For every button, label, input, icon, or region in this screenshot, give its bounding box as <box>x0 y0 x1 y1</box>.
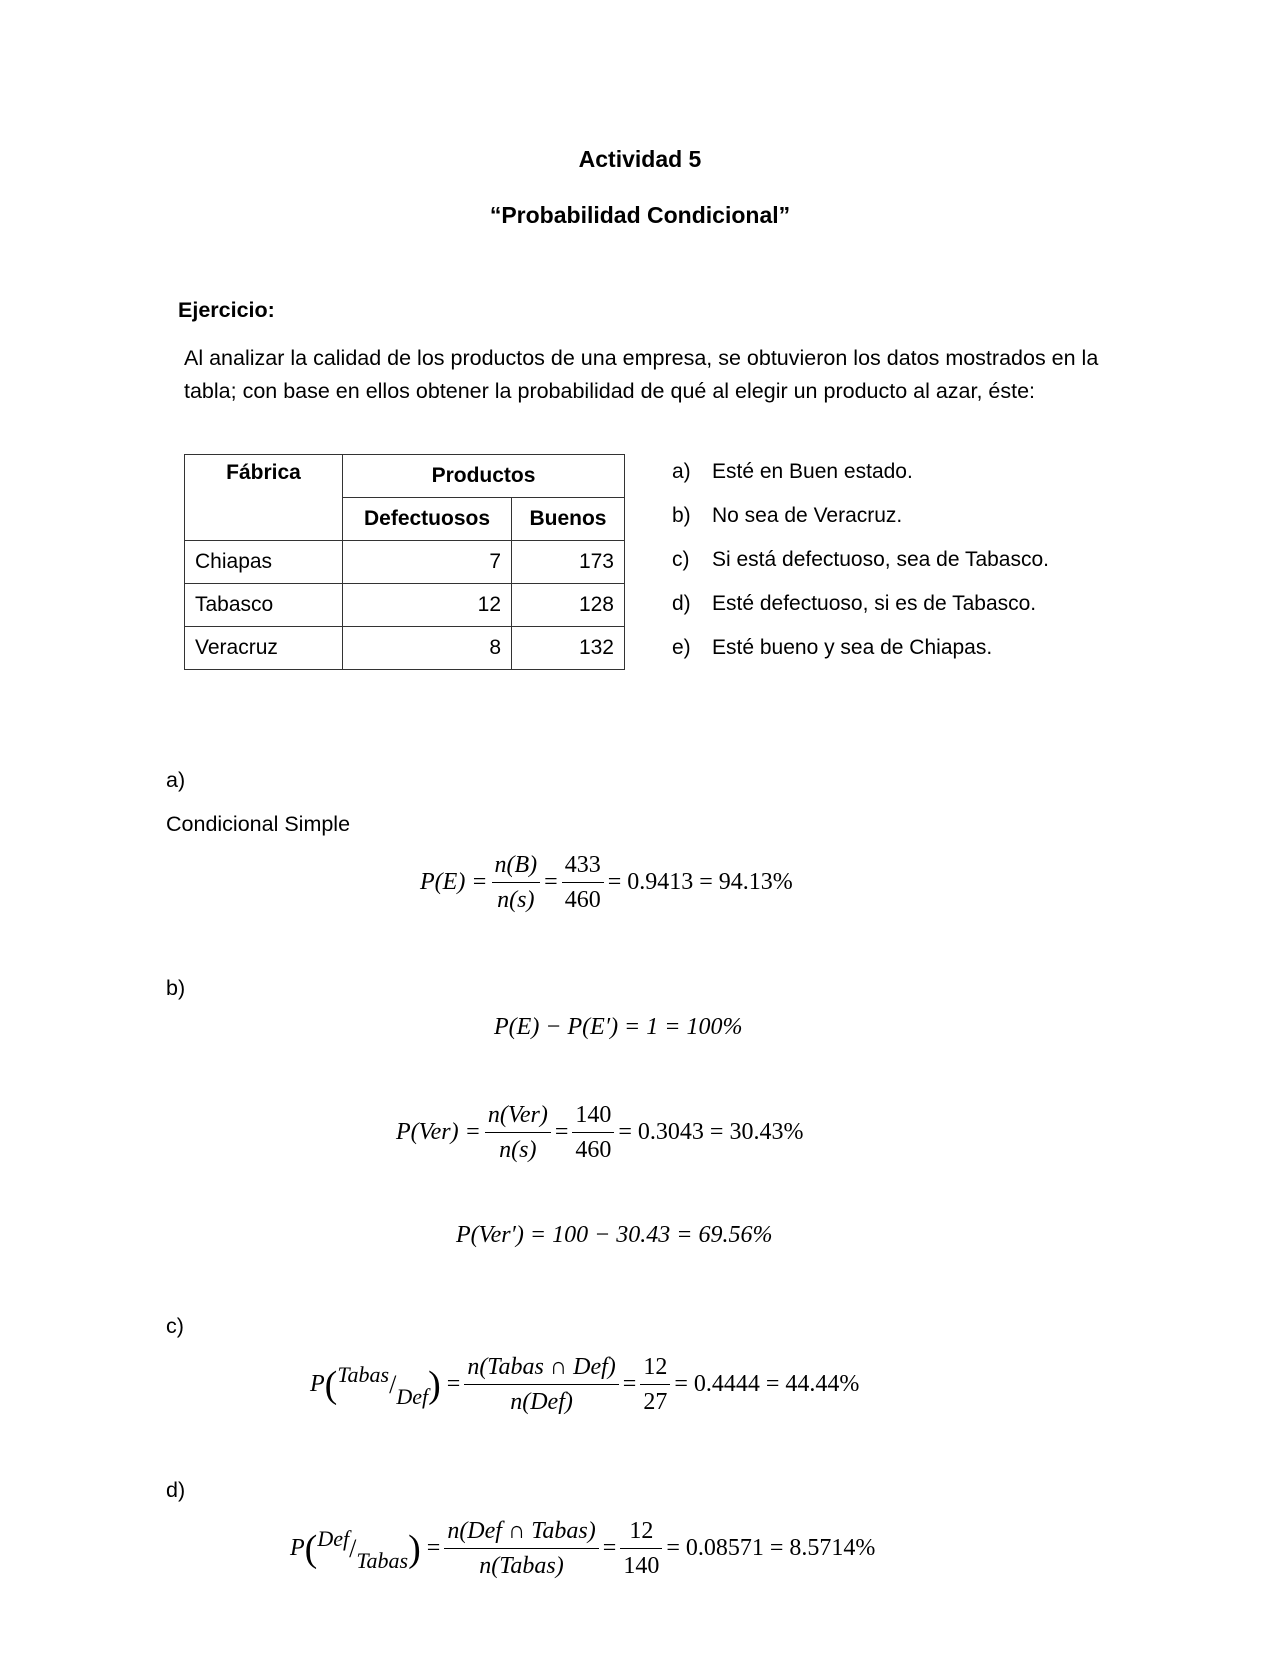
cell-factory: Tabasco <box>185 584 343 627</box>
page-subtitle: “Probabilidad Condicional” <box>489 202 791 228</box>
eq-b2-lhs: P(Ver) = <box>396 1119 481 1145</box>
cell-good: 132 <box>512 627 625 670</box>
eq-d-cond: ( Def / Tabas ) <box>304 1525 421 1573</box>
exercise-text: Al analizar la calidad de los productos de una empresa, se obtuvieron los datos mostrados en la tabla; con base en ellos obtener la probabilidad de qué al elegir un producto al azar, éste: <box>184 346 1099 403</box>
section-a-label: a) <box>166 768 186 792</box>
eq-c-num: n(Tabas ∩ Def) <box>464 1352 618 1385</box>
eq-c-result: = 0.4444 = 44.44% <box>674 1371 860 1397</box>
table-row <box>185 627 625 670</box>
list-item <box>672 582 1049 626</box>
section-b-label: b) <box>166 976 186 1000</box>
list-item <box>672 538 1049 582</box>
eq-c-num2: 12 <box>640 1352 670 1385</box>
list-item <box>672 450 1049 494</box>
list-item-label: d) <box>672 592 691 615</box>
eq-c-frac1 <box>464 1352 618 1417</box>
cell-defective: 7 <box>343 541 512 584</box>
section-a-note: Condicional Simple <box>166 812 351 836</box>
table-row <box>185 541 625 584</box>
eq-a-lhs: P(E) = <box>420 869 488 895</box>
list-item <box>672 626 1049 670</box>
table-row <box>185 584 625 627</box>
list-item-text: No sea de Veracruz. <box>712 504 903 527</box>
cell-good: 128 <box>512 584 625 627</box>
section-d-label: d) <box>166 1478 186 1502</box>
equation-b1 <box>494 1014 742 1041</box>
list-item-text: Esté defectuoso, si es de Tabasco. <box>712 592 1037 615</box>
list-item <box>672 494 1049 538</box>
equation-d: P ( Def / Tabas ) = $\frac{\text{n(Def ∩ Tabas)}}{\text{n(Tabas)}}$ = $\frac{12}{140}$ = 0.08571 = 8.5714% <box>290 1518 876 1579</box>
eq-b3-text: P(Ver′) = 100 − 30.43 = 69.56% <box>456 1222 773 1248</box>
eq-d-p: P <box>290 1535 305 1561</box>
section-c-label: c) <box>166 1314 184 1338</box>
eq-b1-text: P(E) − P(E′) = 1 = 100% <box>494 1014 743 1040</box>
eq-b2-frac2 <box>572 1100 614 1165</box>
eq-a-den2: 460 <box>564 887 601 913</box>
list-item-text: Esté en Buen estado. <box>712 460 913 483</box>
eq-d-result: = 0.08571 = 8.5714% <box>666 1535 876 1561</box>
eq-c-frac2 <box>640 1352 670 1417</box>
eq-c-den: n(Def) <box>510 1389 573 1415</box>
cell-factory: Veracruz <box>185 627 343 670</box>
eq-c-sup: Tabas <box>337 1361 390 1387</box>
equation-c: P ( Tabas / Def ) = $\frac{\text{n(Tabas ∩ Def)}}{\text{n(Def)}}$ = $\frac{12}{27}$ = 0.4444 = 44.44% <box>310 1354 860 1415</box>
eq-c-sub: Def <box>396 1383 429 1409</box>
eq-b2-frac1 <box>485 1100 551 1165</box>
list-item-label: e) <box>672 636 691 659</box>
eq-d-num2: 12 <box>620 1516 662 1549</box>
eq-d-num: n(Def ∩ Tabas) <box>444 1516 598 1549</box>
eq-d-den2: 140 <box>623 1553 660 1579</box>
question-list <box>672 450 1049 670</box>
equation-b3 <box>456 1222 772 1249</box>
cell-defective: 8 <box>343 627 512 670</box>
eq-a-den: n(s) <box>497 887 535 913</box>
eq-b2-den2: 460 <box>575 1137 612 1163</box>
eq-d-sup: Def <box>317 1525 350 1551</box>
header-products: Productos <box>343 455 625 498</box>
header-defective: Defectuosos <box>343 498 512 541</box>
equation-a: P(E) = $\frac{n(B)}{n(s)}$ = $\frac{433}{460}$ = 0.9413 = 94.13% <box>420 852 793 913</box>
list-item-label: c) <box>672 548 690 571</box>
eq-b2-result: = 0.3043 = 30.43% <box>618 1119 804 1145</box>
cell-defective: 12 <box>343 584 512 627</box>
list-item-text: Si está defectuoso, sea de Tabasco. <box>712 548 1050 571</box>
eq-d-frac1 <box>444 1516 598 1581</box>
equation-b2: P(Ver) = $\frac{\text{n(Ver)}}{n(s)}$ = $\frac{140}{460}$ = 0.3043 = 30.43% <box>396 1102 804 1163</box>
header-good: Buenos <box>512 498 625 541</box>
page-title: Actividad 5 <box>578 146 702 172</box>
eq-c-cond: ( Tabas / Def ) <box>324 1361 441 1409</box>
eq-a-frac2 <box>562 850 604 915</box>
exercise-label: Ejercicio: <box>178 298 275 322</box>
cell-factory: Chiapas <box>185 541 343 584</box>
data-table <box>184 454 625 670</box>
eq-b2-num: n(Ver) <box>485 1100 551 1133</box>
header-factory: Fábrica <box>185 455 343 541</box>
cell-good: 173 <box>512 541 625 584</box>
eq-b2-den: n(s) <box>499 1137 537 1163</box>
eq-d-sub: Tabas <box>356 1547 409 1573</box>
eq-b2-num2: 140 <box>572 1100 614 1133</box>
eq-d-frac2 <box>620 1516 662 1581</box>
eq-c-den2: 27 <box>643 1389 668 1415</box>
list-item-label: b) <box>672 504 691 527</box>
eq-a-frac1 <box>492 850 541 915</box>
eq-a-num: n(B) <box>492 850 541 883</box>
eq-a-result: = 0.9413 = 94.13% <box>607 869 793 895</box>
list-item-text: Esté bueno y sea de Chiapas. <box>712 636 993 659</box>
eq-d-den: n(Tabas) <box>479 1553 564 1579</box>
eq-a-num2: 433 <box>562 850 604 883</box>
list-item-label: a) <box>672 460 691 483</box>
eq-c-p: P <box>310 1371 325 1397</box>
